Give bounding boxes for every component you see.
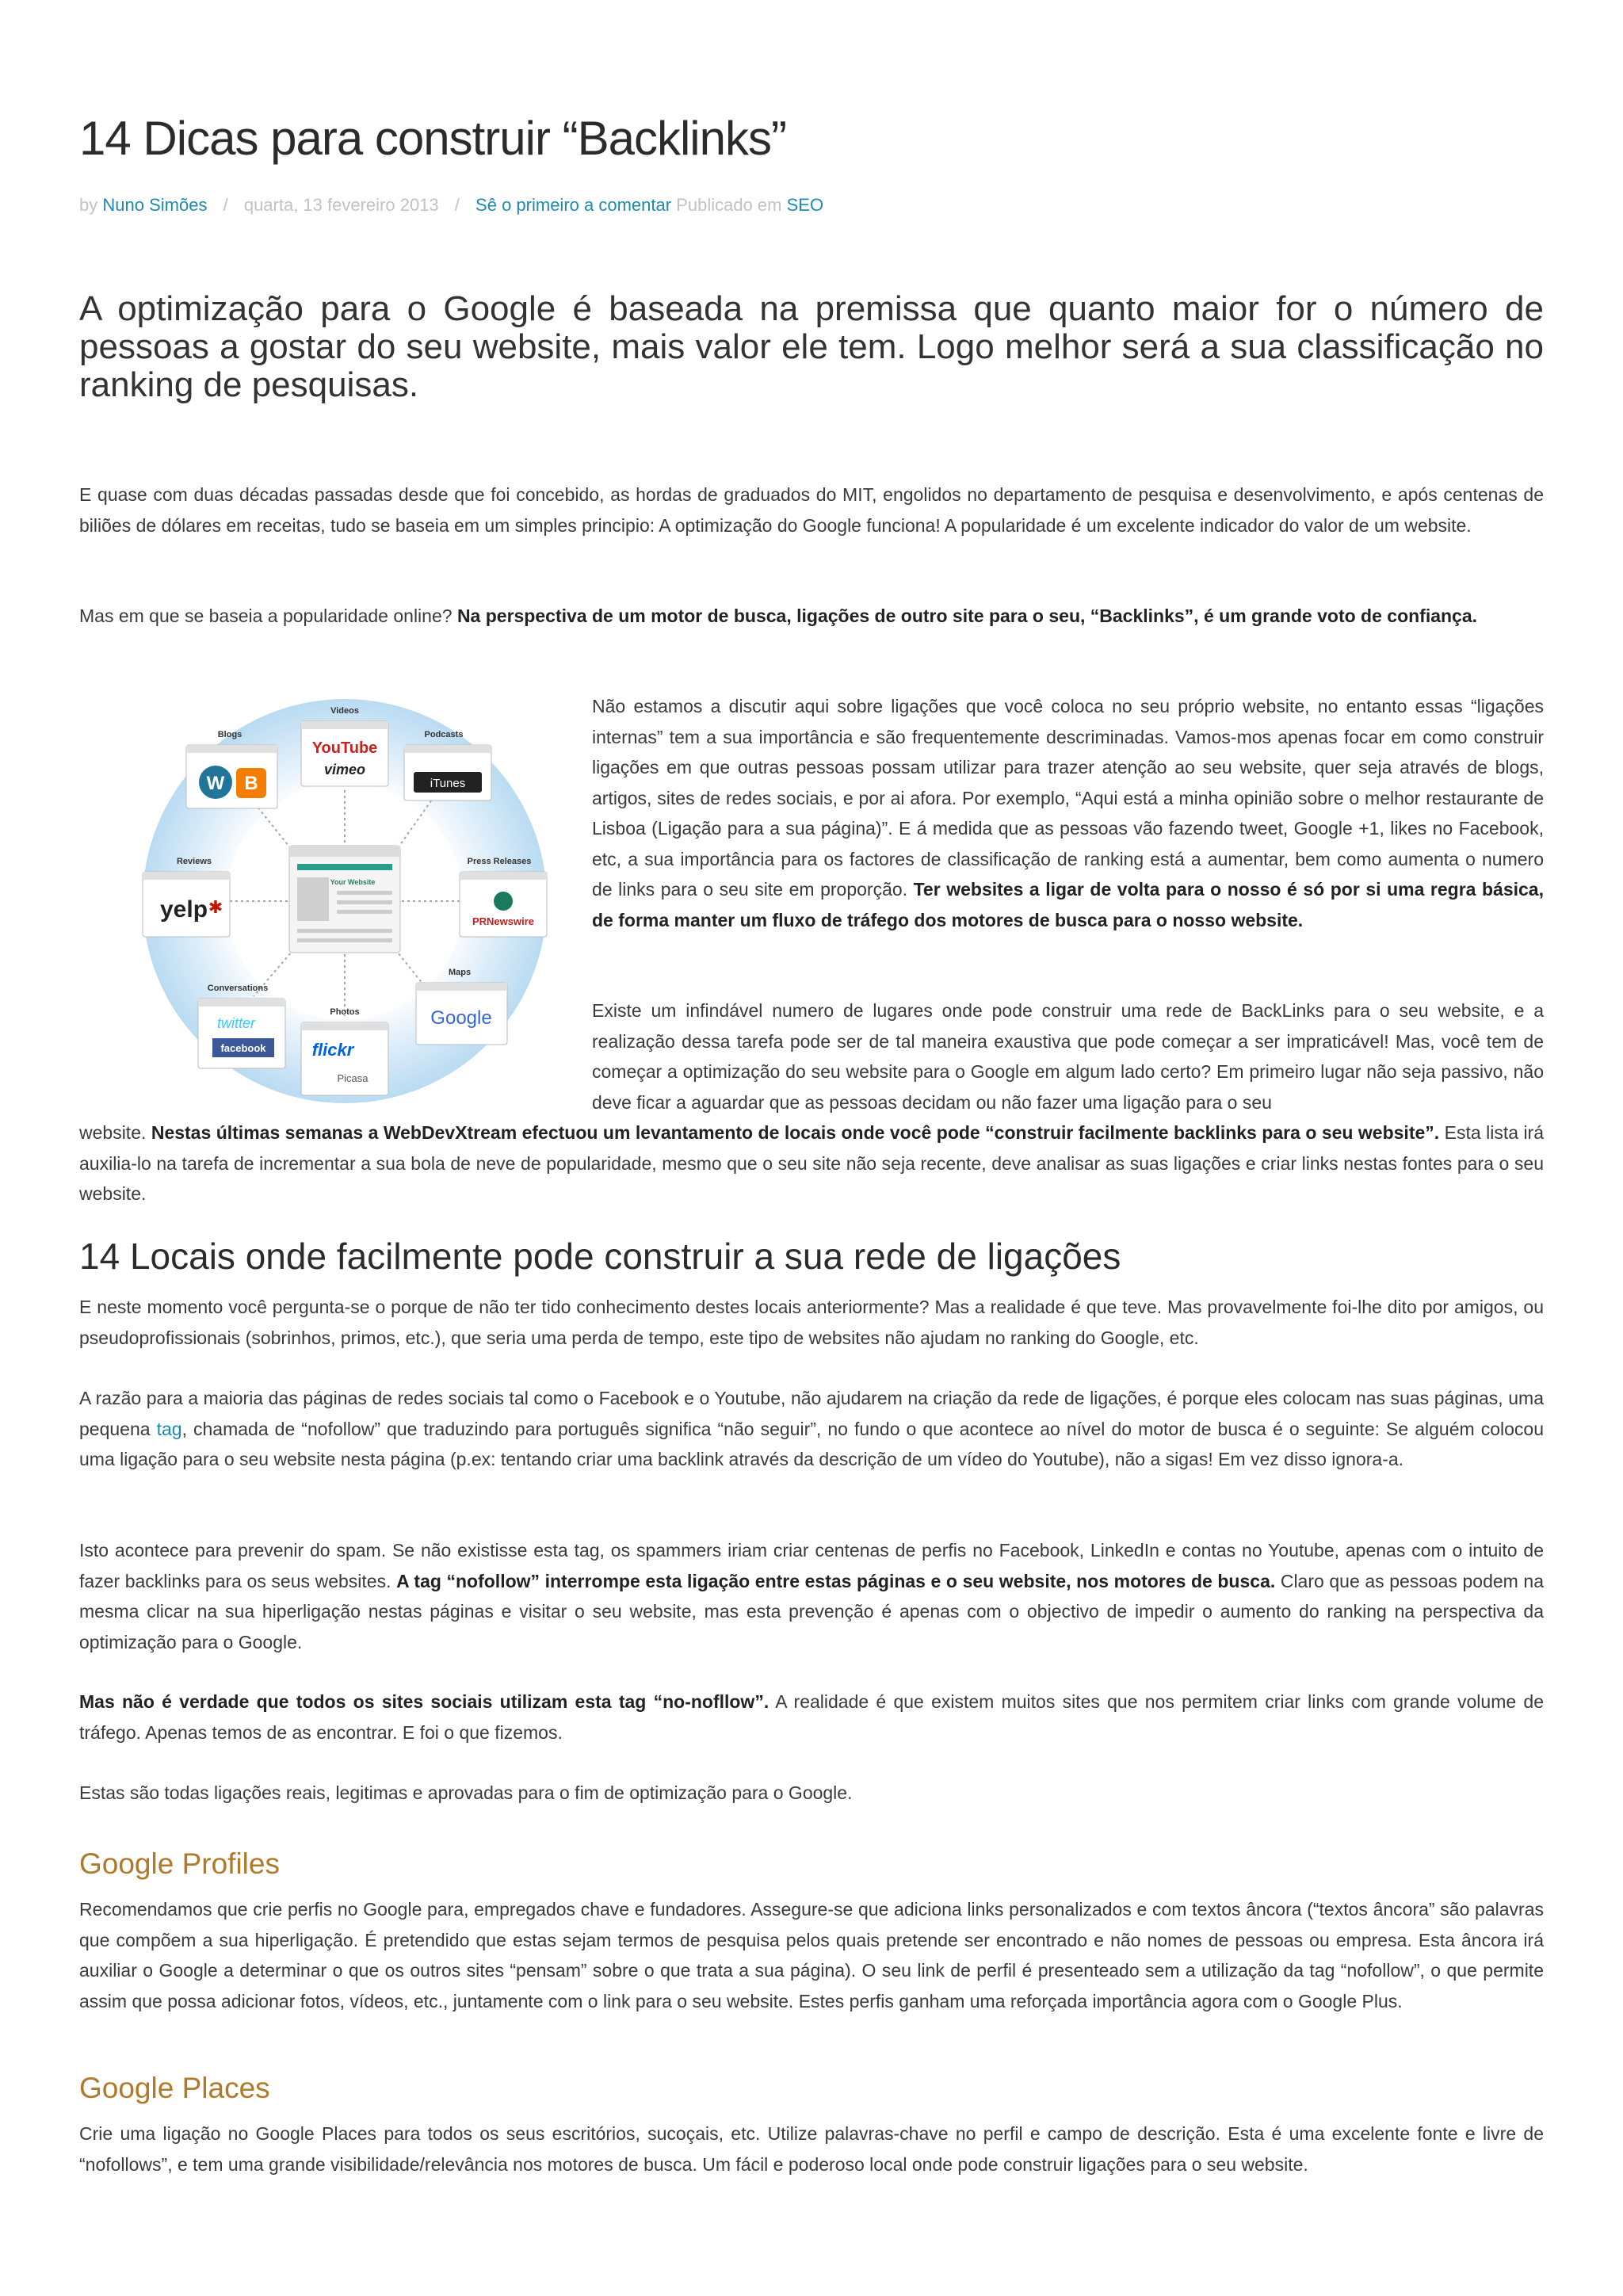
paragraph: [592, 691, 1544, 935]
node-brand: facebook: [220, 1042, 266, 1054]
paragraph-text: E quase com duas décadas passadas desde que foi concebido, as hordas de graduados do MIT, engolidos no departamento de pesquisa e desenvolvimento, e após centenas de biliões de dólares em receitas, tudo se baseia em um simples principio: A optimização do Google funciona! A popularidade é um excelente indicador do valor de um website.: [79, 484, 1544, 536]
node-category: Reviews: [176, 857, 212, 866]
paragraph-text: [592, 691, 1544, 935]
paragraph-text: [79, 1383, 1544, 1475]
backlinks-diagram: [119, 683, 563, 1111]
bold-text: Na perspectiva de um motor de busca, ligações de outro site para o seu, “Backlinks”, é um grande voto de confiança.: [456, 606, 1478, 626]
tag-link[interactable]: tag: [156, 1418, 182, 1439]
node-brand: yelp: [159, 896, 208, 923]
section-heading: 14 Locais onde facilmente pode construir a sua rede de ligações: [79, 1236, 1121, 1277]
paragraph-text: [79, 601, 1544, 632]
your-website-node: [289, 846, 400, 953]
node-brand: flickr: [311, 1040, 354, 1060]
bold-text: Mas não é verdade que todos os sites sociais utilizam esta tag “no-nofllow”.: [79, 1691, 769, 1712]
text-run: Esta lista irá auxilia-lo na tarefa de incrementar a sua bola de neve de popularidade, mesmo que o seu site não seja recente, deve analisar as suas ligações e criar links nestas fontes para o seu website.: [79, 1122, 1545, 1204]
text-run: A razão para a maioria das páginas de redes sociais tal como o Facebook e o Youtube, não ajudarem na criação da rede de ligações, é porque eles colocam nas suas páginas, uma pequena: [79, 1388, 1544, 1439]
paragraph-text: Recomendamos que crie perfis no Google para, empregados chave e fundadores. Assegure-se que adiciona links personalizados e com textos âncora (“textos âncora” são palavras que compõem a sua hiperligação. É pretendido que estas sejam termos de pesquisa pelos quais pretende ser encontrado e não nomes de pessoas ou empresa. Esta âncora irá auxiliar o Google a determinar o que os outros sites “pensam” sobre o que trata a sua página). O seu link de perfil é presenteado sem a utilização da tag “nofollow”, o que permite assim que possa adicionar fotos, vídeos, etc., juntamente com o link para o seu website. Estes perfis ganham uma reforçada importância agora com o Google Plus.: [79, 1899, 1544, 2011]
meta-separator: /: [454, 195, 460, 215]
paragraph: [79, 1687, 1544, 1748]
node-category: Photos: [330, 1007, 360, 1017]
text-run: Claro que as pessoas podem na mesma clicar na sua hiperligação nestas páginas e visitar o seu website, mas esta prevenção é apenas com o objectivo de impedir o aumento do ranking na perspectiva da optimização para o Google.: [79, 1570, 1544, 1652]
meta-date: quarta, 13 fevereiro 2013: [243, 195, 439, 215]
paragraph: [79, 1117, 1544, 1209]
node-category: Press Releases: [467, 857, 532, 866]
article-meta: [79, 195, 823, 216]
node-brand: twitter: [216, 1015, 256, 1031]
paragraph: [592, 995, 1544, 1117]
text-run: website.: [79, 1122, 151, 1143]
text-run: Mas em que se baseia a popularidade online?: [79, 606, 457, 626]
meta-by: by: [79, 195, 98, 215]
paragraph-text: [79, 1117, 1544, 1209]
your-website-label: Your Website: [330, 878, 376, 886]
subsection-heading: Google Profiles: [79, 1847, 280, 1880]
node-category: Podcasts: [424, 730, 464, 739]
paragraph-text: Crie uma ligação no Google Places para todos os seus escritórios, sucoçais, etc. Utilize palavras-chave no perfil e campo de descrição. Esta é uma excelente fonte e livre de “nofollows”, e tem uma grande visibilidade/relevância nos motores de busca. Um fácil e poderoso local onde pode construir ligações para o seu website.: [79, 2123, 1544, 2175]
paragraph: [79, 2118, 1544, 2179]
article-title: 14 Dicas para construir “Backlinks”: [79, 112, 786, 165]
text-run: , chamada de “nofollow” que traduzindo para português significa “não seguir”, no fundo o que acontece ao nível do motor de busca é o seguinte: Se alguém colocou uma ligação para o seu website nesta página (p.ex: tentando criar uma backlink através da descrição de um vídeo do Youtube), não a sigas! Em vez disso ignora-a.: [79, 1418, 1544, 1469]
paragraph-text: Estas são todas ligações reais, legitimas e aprovadas para o fim de optimização para o Google.: [79, 1782, 853, 1803]
paragraph: [79, 479, 1544, 541]
meta-separator: /: [223, 195, 228, 215]
node-brand: B: [244, 773, 258, 794]
node-brand: YouTube: [311, 739, 378, 757]
paragraph-text: Existe um infindável numero de lugares onde pode construir uma rede de BackLinks para o seu website, e a realização dessa tarefa pode ser de tal maneira exaustiva que pode começar a ser impraticável! Mas, você tem de começar a optimização do seu website para o Google em algum lado certo? Em primeiro lugar não seja passivo, não deve ficar a aguardar que as pessoas decidam ou não fazer uma ligação para o seu: [592, 1000, 1544, 1113]
paragraph: [79, 1894, 1544, 2016]
node-brand: W: [206, 773, 225, 794]
node-brand: PRNewswire: [472, 915, 535, 927]
text-run: Isto acontece para prevenir do spam. Se não existisse esta tag, os spammers iriam criar centenas de perfis no Facebook, LinkedIn e contas no Youtube, apenas com o intuito de fazer backlinks para os seus websites.: [79, 1540, 1544, 1591]
text-run: A realidade é que existem muitos sites que nos permitem criar links com grande volume de tráfego. Apenas temos de as encontrar. E foi o que fizemos.: [79, 1691, 1544, 1743]
bold-text: A tag “nofollow” interrompe esta ligação entre estas páginas e o seu website, nos motores de busca.: [396, 1570, 1276, 1591]
yelp-burst-icon: ✱: [208, 897, 223, 917]
paragraph-text: [79, 1687, 1544, 1748]
paragraph: [79, 1292, 1544, 1353]
subsection-heading: Google Places: [79, 2072, 270, 2104]
paragraph-text: [79, 1535, 1544, 1657]
bold-text: Nestas últimas semanas a WebDevXtream efectuou um levantamento de locais onde você pode “construir facilmente backlinks para o seu website”.: [151, 1122, 1440, 1143]
node-category: Videos: [330, 706, 359, 716]
node-category: Conversations: [207, 984, 269, 993]
node-brand: Google: [430, 1007, 492, 1029]
node-category: Maps: [448, 968, 472, 977]
paragraph: [79, 1778, 1544, 1809]
node-brand: iTunes: [430, 777, 466, 790]
node-brand: vimeo: [323, 762, 366, 777]
node-category: Blogs: [217, 730, 242, 739]
article-lead: A optimização para o Google é baseada na premissa que quanto maior for o número de pessoas a gostar do seu website, mais valor ele tem. Logo melhor será a sua classificação no ranking de pesquisas.: [79, 289, 1544, 404]
bold-text: Ter websites a ligar de volta para o nosso é só por si uma regra básica, de forma manter um fluxo de tráfego dos motores de busca para o nosso website.: [592, 879, 1544, 930]
category-link[interactable]: SEO: [786, 195, 824, 215]
paragraph: [79, 1383, 1544, 1475]
paragraph: [79, 1535, 1544, 1657]
author-link[interactable]: Nuno Simões: [102, 195, 208, 215]
node-brand: Picasa: [337, 1072, 369, 1084]
paragraph-text: E neste momento você pergunta-se o porque de não ter tido conhecimento destes locais anteriormente? Mas a realidade é que teve. Mas provavelmente foi-lhe dito por amigos, ou pseudoprofissionais (sobrinhos, primos, etc.), que seria uma perda de tempo, este tipo de websites não ajudam no ranking do Google, etc.: [79, 1297, 1544, 1348]
text-run: Não estamos a discutir aqui sobre ligações que você coloca no seu próprio website, no entanto essas “ligações internas” tem a sua importância e são frequentemente descriminadas. Vamos-mos apenas focar em como construir ligações em que outras pessoas possam utilizar para trazer atenção ao seu website, quer seja através de blogs, artigos, sites de redes sociais, e por ai afora. Por exemplo, “Aqui está a minha opinião sobre o melhor restaurante de Lisboa (Ligação para a sua página)”. E á medida que as pessoas vão fazendo tweet, Google +1, likes no Facebook, etc, a sua importância para os factores de classificação de ranking está a aumentar, bem como aumenta o numero de links para o seu site em proporção.: [592, 696, 1544, 900]
comments-link[interactable]: Sê o primeiro a comentar: [475, 195, 672, 215]
paragraph: [79, 601, 1544, 632]
meta-published-in: Publicado em: [676, 195, 782, 215]
